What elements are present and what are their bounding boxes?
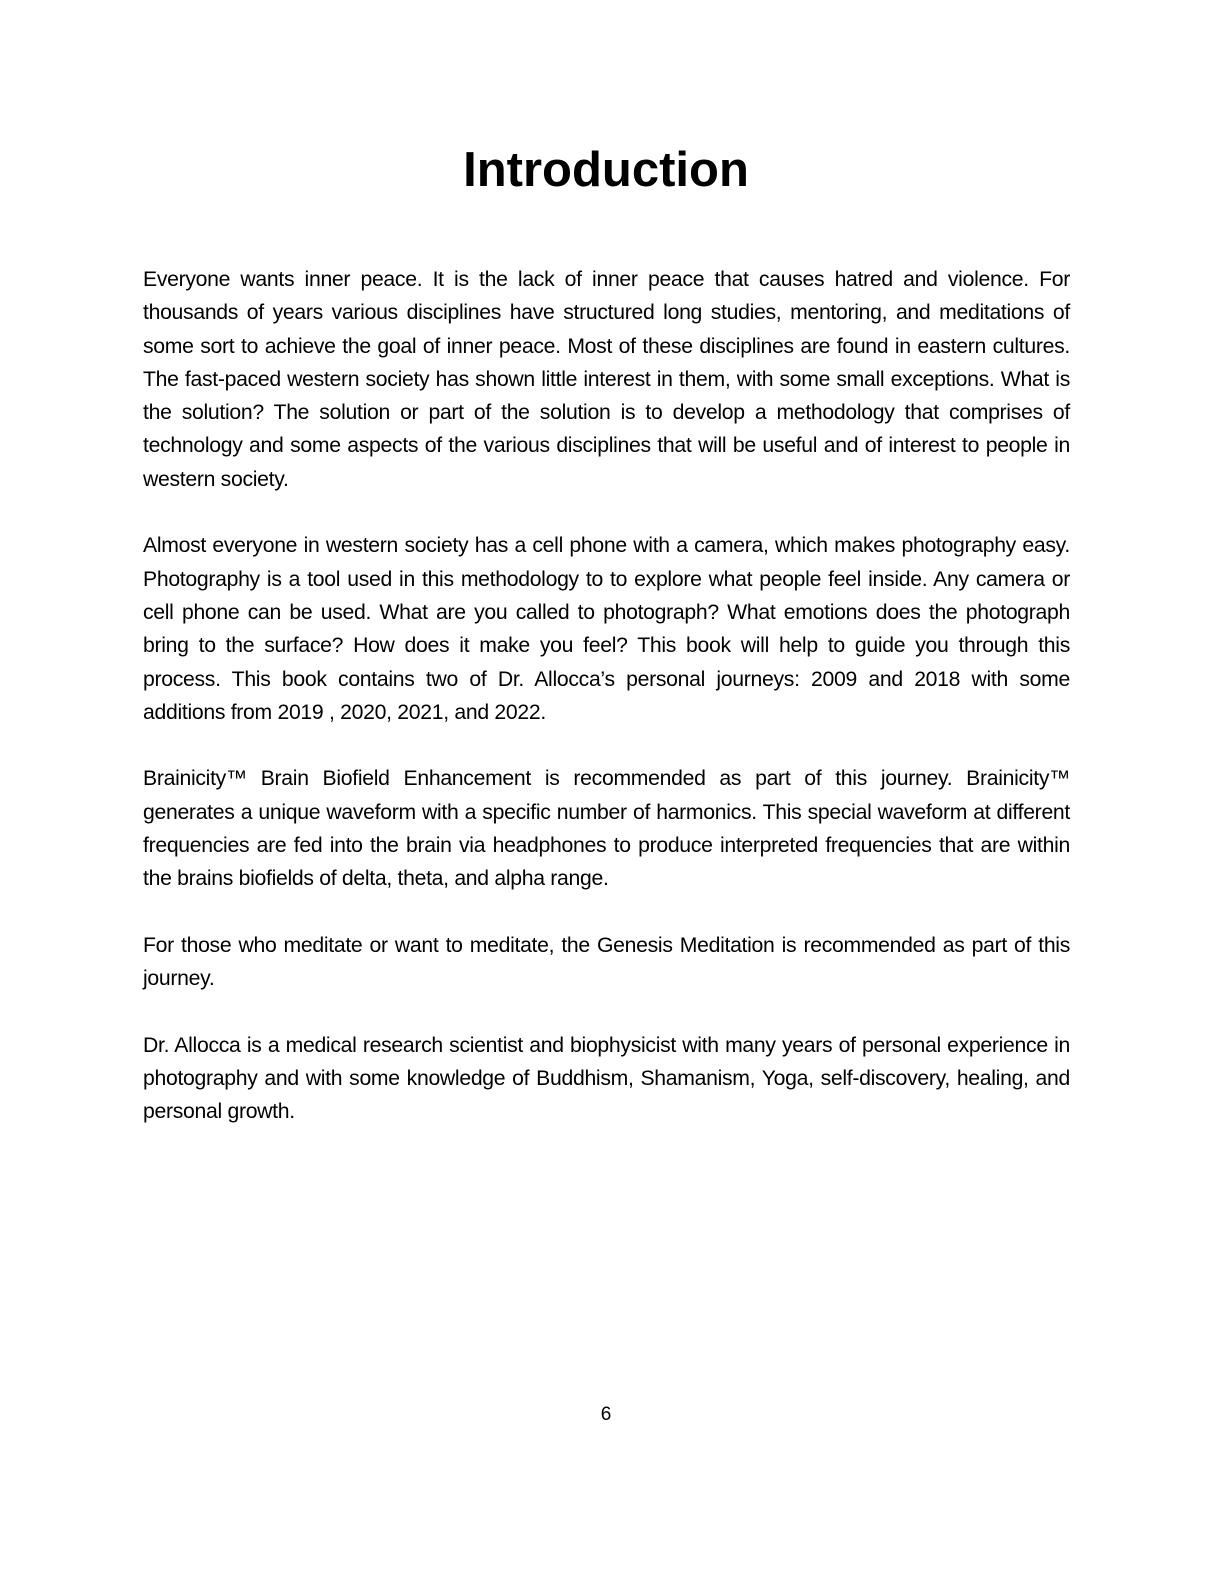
paragraph-inner-peace: Everyone wants inner peace. It is the lack of inner peace that causes hatred and violence. For thousands of years various disciplines have structured long studies, mentoring, and meditations of some sort to achieve the goal of inner peace. Most of these disciplines are found in eastern cultures. The fast-paced western society has shown little interest in them, with some small exceptions. What is the solution? The solution or part of the solution is to develop a methodology that comprises of technology and some aspects of the various disciplines that will be useful and of interest to people in western society. — [143, 268, 1070, 491]
paragraph-photography: Almost everyone in western society has a cell phone with a camera, which makes photography easy. Photography is a tool used in this methodology to to explore what people feel inside. Any camera or cell phone can be used. What are you called to photograph? What emotions does the photograph bring to the surface? How does it make you feel? This book will help to guide you through this process. This book contains two of Dr. Allocca’s personal journeys: 2009 and 2018 with some additions from 2019 , 2020, 2021, and 2022. — [143, 534, 1070, 724]
paragraph-brainicity: Brainicity™ Brain Biofield Enhancement is recommended as part of this journey. Brainicity™ generates a unique waveform with a specific number of harmonics. This special waveform at different frequencies are fed into the brain via headphones to produce interpreted frequencies that are within the brains biofields of delta, theta, and alpha range. — [143, 767, 1070, 891]
page-title: Introduction — [463, 143, 749, 197]
paragraph-genesis-meditation: For those who meditate or want to meditate, the Genesis Meditation is recommended as part of this journey. — [143, 933, 1070, 991]
page-number: 6 — [600, 1404, 612, 1425]
body-text — [143, 263, 1070, 1162]
paragraph-author-bio: Dr. Allocca is a medical research scientist and biophysicist with many years of personal experience in photography and with some knowledge of Buddhism, Shamanism, Yoga, self-discovery, healing, and personal growth. — [143, 1033, 1070, 1124]
